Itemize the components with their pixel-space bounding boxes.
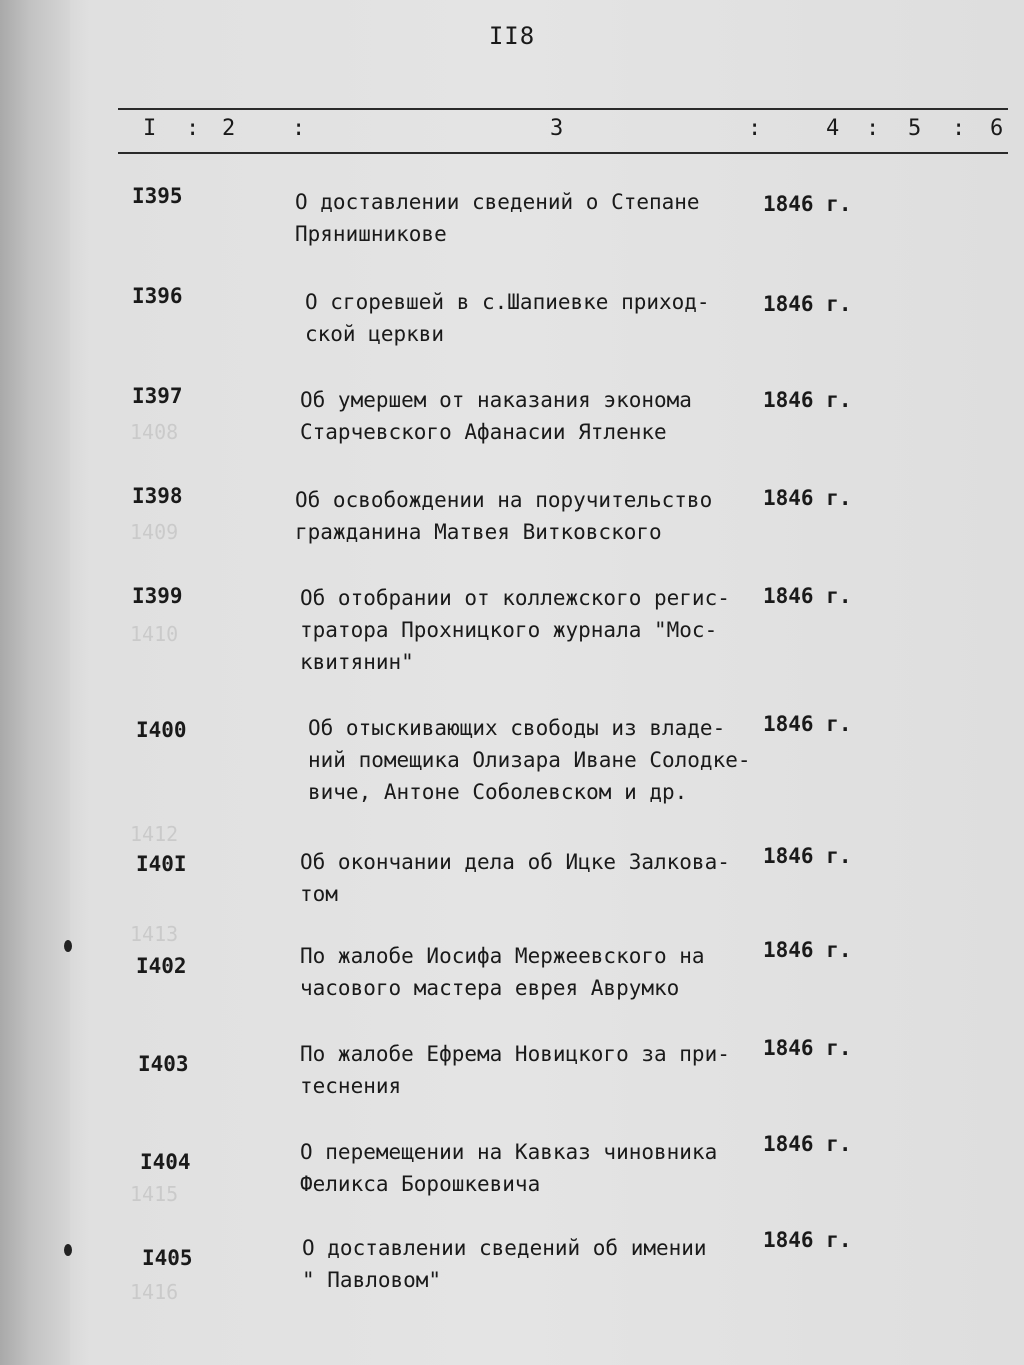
entry-number: I402	[136, 954, 187, 978]
column-header-1: I	[143, 116, 157, 141]
entry-number: I40I	[136, 852, 187, 876]
entry-number: I395	[132, 184, 183, 208]
binding-hole	[64, 1244, 72, 1256]
entry-year: 1846 г.	[763, 584, 852, 608]
entry-year: 1846 г.	[763, 844, 852, 868]
column-separator: :	[866, 116, 880, 141]
entry-title: О перемещении на Кавказ чиновника Феликса Борошкевича	[300, 1140, 718, 1196]
entry-number: I396	[132, 284, 183, 308]
entry-year: 1846 г.	[763, 388, 852, 412]
entry-title: По жалобе Иосифа Мержеевского на часового мастера еврея Аврумко	[300, 944, 705, 1000]
entry-year: 1846 г.	[763, 1228, 852, 1252]
header-bottom-rule	[118, 152, 1008, 154]
bleed-through-mark: 1416	[130, 1280, 179, 1304]
column-header-4: 4	[826, 116, 840, 141]
entry-year: 1846 г.	[763, 486, 852, 510]
entry-number: I405	[142, 1246, 193, 1270]
entry-number: I397	[132, 384, 183, 408]
entry-year: 1846 г.	[763, 938, 852, 962]
column-separator: :	[952, 116, 966, 141]
entry-title: Об умершем от наказания эконома Старчевского Афанасии Ятленке	[300, 388, 692, 444]
column-separator: :	[186, 116, 200, 141]
entry-year: 1846 г.	[763, 192, 852, 216]
entry-title: Об отыскивающих свободы из владе- ний помещика Олизара Иване Солодке- виче, Антоне Соболевском и др.	[308, 716, 751, 804]
column-header-5: 5	[908, 116, 922, 141]
entry-number: I404	[140, 1150, 191, 1174]
entry-title: Об освобождении на поручительство гражданина Матвея Витковского	[295, 488, 713, 544]
page-number: II8	[488, 22, 536, 50]
entry-title: О доставлении сведений о Степане Прянишникове	[295, 190, 700, 246]
entry-title: По жалобе Ефрема Новицкого за при- теснения	[300, 1042, 730, 1098]
entry-number: I403	[138, 1052, 189, 1076]
column-separator: :	[292, 116, 306, 141]
column-header-2: 2	[222, 116, 236, 141]
bleed-through-mark: 1410	[130, 622, 179, 646]
bleed-through-mark: 1412	[130, 822, 179, 846]
column-header-6: 6	[990, 116, 1004, 141]
entry-number: I398	[132, 484, 183, 508]
entry-number: I400	[136, 718, 187, 742]
entry-title: Об окончании дела об Ицке Залкова- том	[300, 850, 730, 906]
column-header-3: 3	[550, 116, 564, 141]
bleed-through-mark: 1415	[130, 1182, 179, 1206]
bleed-through-mark: 1408	[130, 420, 179, 444]
entry-year: 1846 г.	[763, 1036, 852, 1060]
bleed-through-mark: 1413	[130, 922, 179, 946]
binding-hole	[64, 940, 72, 952]
entry-year: 1846 г.	[763, 1132, 852, 1156]
entry-title: Об отобрании от коллежского регис- тратора Прохницкого журнала "Мос- квитянин"	[300, 586, 730, 674]
entry-title: О доставлении сведений об имении " Павловом"	[302, 1236, 707, 1292]
book-binding-shadow	[0, 0, 70, 1365]
column-separator: :	[748, 116, 762, 141]
header-top-rule	[118, 108, 1008, 110]
entry-title: О сгоревшей в с.Шапиевке приход- ской церкви	[305, 290, 710, 346]
entry-year: 1846 г.	[763, 292, 852, 316]
entry-year: 1846 г.	[763, 712, 852, 736]
bleed-through-mark: 1409	[130, 520, 179, 544]
entry-number: I399	[132, 584, 183, 608]
